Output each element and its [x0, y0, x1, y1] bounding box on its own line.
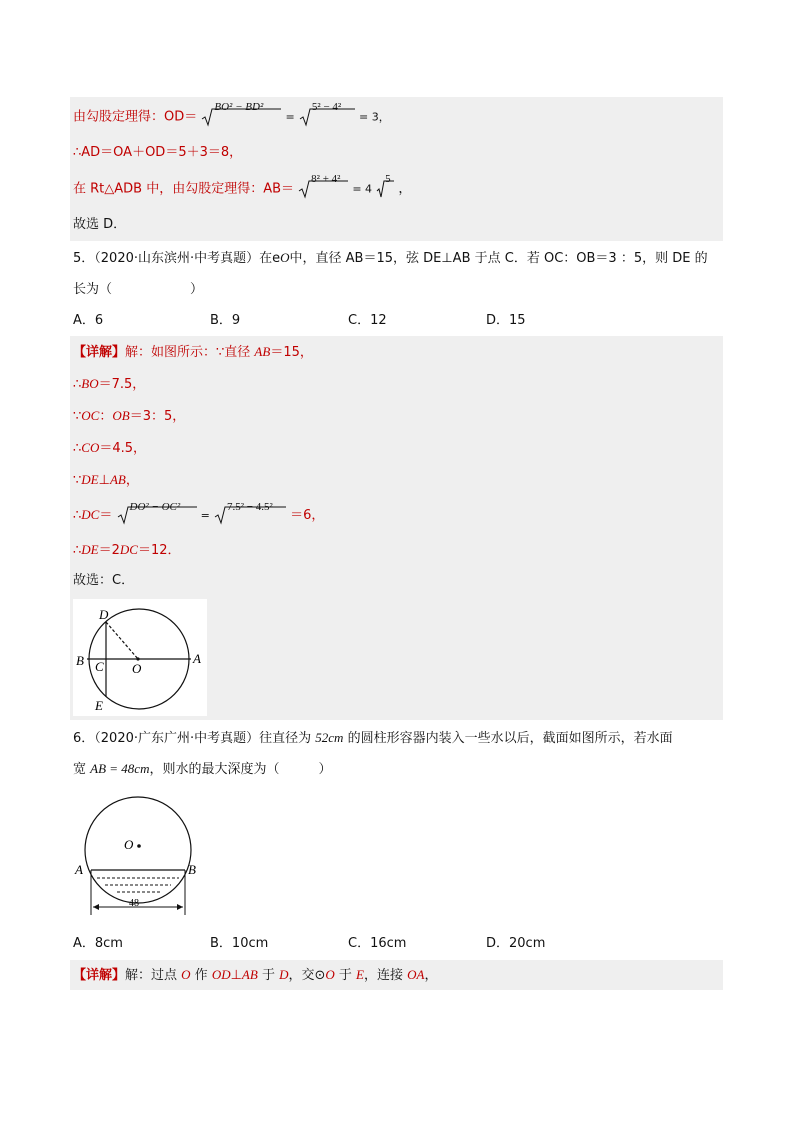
sol5-line1: 【详解】解：如图所示：∵直径 AB＝15，: [70, 336, 723, 368]
sol5-line5: ∵DE⊥AB，: [70, 464, 723, 496]
sol4-line1-prefix: 由勾股定理得：OD＝: [73, 109, 198, 125]
detail-label: 【详解】: [73, 345, 126, 360]
sol6-line1: 【详解】解：过点 O 作 OD⊥AB 于 D，交⊙O 于 E，连接 OA，: [70, 960, 723, 990]
q6-line1: 6．（2020·广东广州·中考真题）往直径为 52cm 的圆柱形容器内装入一些水以后，截面如图所示，若水面: [73, 730, 673, 746]
label-A: A: [75, 862, 83, 877]
q6-option-c[interactable]: C．16cm: [348, 936, 407, 951]
q5-option-c[interactable]: C．12: [348, 313, 387, 328]
label-48: 48: [129, 898, 139, 909]
circle-figure-q5: [73, 599, 207, 716]
q5-option-d[interactable]: D．15: [486, 313, 526, 328]
sol4-line4: 故选 D．: [70, 209, 723, 241]
water-circle-diagram: [72, 790, 202, 920]
label-O: O: [124, 837, 134, 852]
sol5-line2: ∴BO＝7.5，: [70, 368, 723, 400]
sol5-line4: ∴CO＝4.5，: [70, 432, 723, 464]
label-D: D: [99, 607, 109, 622]
label-C: C: [95, 659, 104, 674]
q6-option-d[interactable]: D．20cm: [486, 936, 546, 951]
label-B: B: [76, 653, 84, 668]
cylinder-section-figure: [72, 790, 202, 920]
sol4-line2: ∴AD＝OA＋OD＝5＋3＝8，: [70, 137, 723, 169]
label-O: O: [132, 661, 142, 676]
sqrt-8-4: 8² + 4²: [298, 169, 348, 209]
sol4-line1: 由勾股定理得：OD＝ BO² − BD² = 5² − 4² = 3，: [70, 97, 723, 137]
sqrt-75-45: 7.5² − 4.5²: [214, 497, 286, 535]
q6-option-b[interactable]: B．10cm: [210, 936, 269, 951]
sol5-line3: ∵OC：OB＝3：5，: [70, 400, 723, 432]
sqrt-do-oc: DO² − OC²: [117, 497, 197, 535]
q5-line2: 长为（ ）: [73, 282, 204, 297]
label-E: E: [95, 698, 103, 713]
circle-diagram: [73, 599, 207, 716]
sqrt-bo-bd: BO² − BD²: [201, 97, 281, 137]
sol5-line7: ∴DE＝2DC＝12．: [70, 534, 723, 566]
sol5-line6: ∴DC＝ DO² − OC² = 7.5² − 4.5² ＝6，: [70, 496, 723, 534]
q6-option-a[interactable]: A．8cm: [73, 936, 123, 951]
circle-symbol: e: [272, 251, 281, 266]
q5-option-b[interactable]: B．9: [210, 313, 241, 328]
sqrt-5-4: 5² − 4²: [299, 97, 355, 137]
label-A: A: [193, 651, 201, 666]
label-B: B: [188, 862, 196, 877]
q5-option-a[interactable]: A．6: [73, 313, 104, 328]
sol4-line3: 在 Rt△ADB 中，由勾股定理得：AB＝ 8² + 4² = 4 5 ，: [70, 169, 723, 209]
sqrt-5: 5: [376, 169, 394, 209]
sol5-line8: 故选：C．: [70, 566, 723, 596]
q6-line2: 宽 AB = 48cm，则水的最大深度为（ ）: [73, 761, 332, 777]
q5-line1: 5．（2020·山东滨州·中考真题）在eO中，直径 AB＝15，弦 DE⊥AB 于点 C．若 OC：OB＝3 ：5，则 DE 的: [73, 250, 708, 266]
detail-label: 【详解】: [73, 968, 126, 983]
